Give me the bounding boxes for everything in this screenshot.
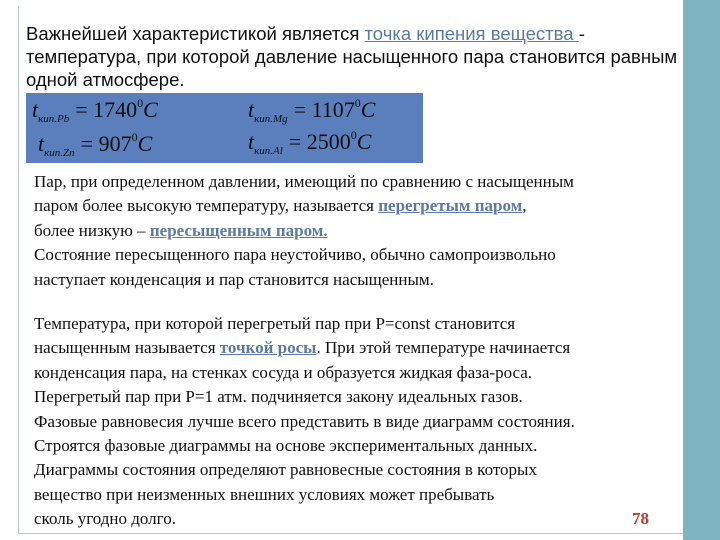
para2-line-7: Диаграммы состояния определяют равновесные состояния в которых: [34, 460, 537, 480]
formula-value: 2500: [306, 129, 351, 154]
para2-line-6: Строятся фазовые диаграммы на основе экспериментальных данных.: [34, 436, 538, 456]
boiling-point-term: точка кипения вещества: [364, 23, 579, 44]
left-border-line: [18, 6, 19, 534]
para2-line-2: [34, 336, 575, 360]
formula-degree: 0: [131, 130, 138, 144]
para2-line-3: конденсация пара, на стенках сосуда и образуется жидкая фаза-роса.: [34, 362, 533, 382]
para1-line-3: [34, 219, 574, 243]
intro-dash: -: [578, 23, 585, 44]
formula-unit: C: [356, 129, 372, 154]
formula-subscript: кип.Al: [254, 145, 283, 157]
formula-symbol: t: [248, 129, 255, 154]
intro-line-1-text: Важнейшей характеристикой является: [26, 23, 365, 44]
intro-text: [26, 22, 720, 91]
formula-degree: 0: [354, 96, 361, 110]
formula-unit: C: [360, 97, 376, 122]
para1-line-3-text: более низкую –: [34, 220, 150, 240]
para2-line-2-text: насыщенным называется: [34, 338, 220, 358]
para1-line-5: наступает конденсация и пар становится насыщенным.: [34, 269, 434, 289]
formula-equals: =: [288, 129, 307, 154]
formula-symbol: t: [32, 97, 39, 122]
formula-box: [26, 93, 423, 163]
formula-value: 1107: [311, 97, 355, 122]
formula-pb: [32, 97, 158, 123]
para1-line-1: Пар, при определенном давлении, имеющий по сравнению с насыщенным: [34, 172, 574, 191]
formula-value: 907: [98, 131, 132, 156]
formula-unit: C: [143, 97, 158, 122]
superheated-steam-link[interactable]: перегретым паром: [378, 196, 523, 216]
formula-value: 1740: [93, 97, 138, 122]
page-number: 78: [632, 509, 649, 528]
intro-line-1: [26, 22, 720, 45]
bottom-border-line: [18, 533, 683, 534]
para1-comma: ,: [522, 196, 527, 216]
intro-line-3: одной атмосфере.: [26, 69, 185, 90]
formula-equals: =: [75, 97, 94, 122]
formula-subscript: кип.Mg: [254, 113, 288, 125]
formula-mg: [248, 97, 375, 123]
para1-line-2: [34, 194, 574, 218]
formula-symbol: t: [38, 131, 45, 156]
formula-equals: =: [80, 131, 99, 156]
formula-symbol: t: [248, 97, 255, 122]
para2-line-8: вещество при неизменных внешних условиях может пребывать: [34, 484, 495, 504]
para2-line-5: Фазовые равновесия лучше всего представить в виде диаграмм состояния.: [34, 411, 575, 431]
para1-line-4: Состояние пересыщенного пара неустойчиво, обычно самопроизвольно: [34, 245, 556, 265]
paragraph-superheated: [34, 170, 574, 292]
formula-degree: 0: [137, 96, 144, 110]
formula-degree: 0: [350, 128, 357, 142]
formula-al: [248, 129, 371, 155]
formula-subscript: кип.Pb: [38, 113, 70, 125]
para2-line-9: сколь угодно долго.: [34, 509, 176, 529]
formula-unit: C: [137, 131, 153, 156]
supersaturated-steam-link[interactable]: пересыщенным паром.: [149, 220, 328, 240]
para1-line-2-text: паром более высокую температуру, называется: [34, 196, 379, 216]
para2-line-2-rest: . При этой температуре начинается: [316, 338, 571, 358]
intro-line-2: температура, при которой давление насыщенного пара становится равным: [26, 46, 678, 67]
para2-line-1: Температура, при которой перегретый пар при P=const становится: [34, 314, 516, 333]
para2-line-4: Перегретый пар при P=1 атм. подчиняется закону идеальных газов.: [34, 387, 523, 407]
paragraph-dew-point: [34, 312, 575, 532]
formula-subscript: кип.Zn: [44, 147, 75, 159]
formula-equals: =: [293, 97, 312, 122]
formula-zn: [38, 131, 152, 157]
dew-point-link[interactable]: точкой росы: [219, 338, 317, 358]
